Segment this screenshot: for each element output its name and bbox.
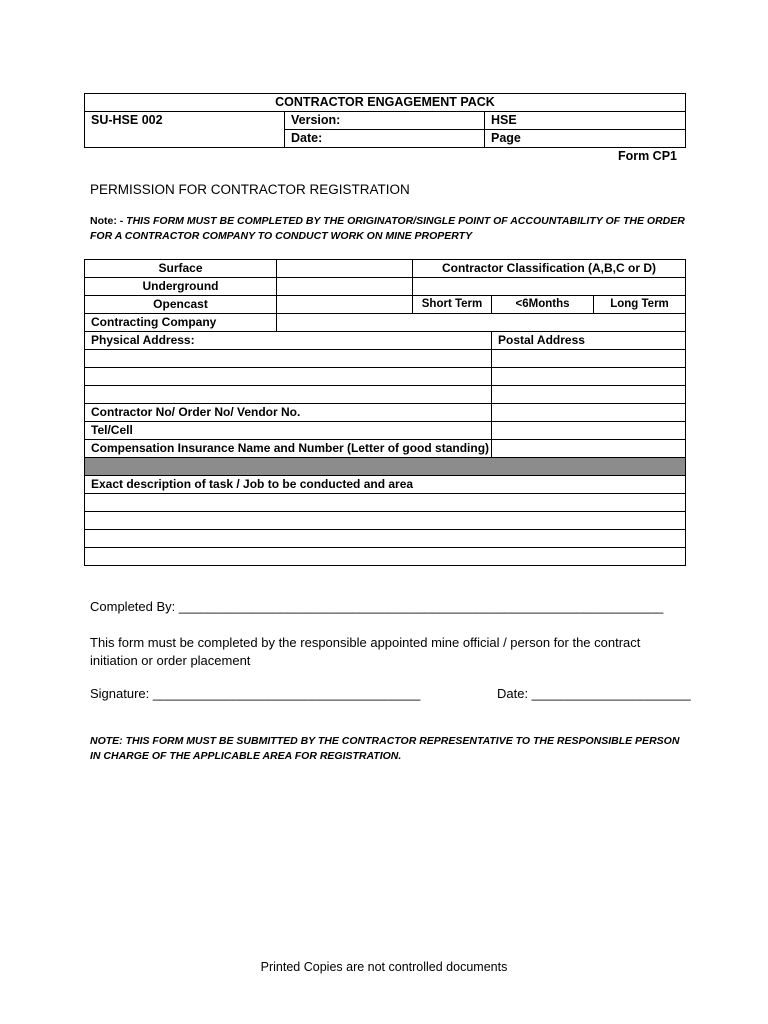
physical-address-field-1[interactable] (85, 350, 492, 368)
postal-address-field-3[interactable] (492, 386, 686, 404)
physical-address-label: Physical Address: (85, 332, 492, 350)
completed-by-line[interactable]: Completed By: ___________________________________________________________________ (90, 599, 664, 614)
opencast-label: Opencast (85, 296, 277, 314)
dept-label: HSE (485, 112, 686, 130)
opencast-field[interactable] (277, 296, 413, 314)
postal-address-field-1[interactable] (492, 350, 686, 368)
task-description-field-3[interactable] (85, 530, 686, 548)
postal-address-label: Postal Address (492, 332, 686, 350)
instruction-text: This form must be completed by the responsible appointed mine official / person for the contract initiation or order placement (90, 635, 641, 668)
contractor-no-field[interactable] (492, 404, 686, 422)
surface-field[interactable] (277, 260, 413, 278)
task-description-field-4[interactable] (85, 548, 686, 566)
classification-field[interactable] (413, 278, 686, 296)
header-table (84, 93, 686, 148)
task-description-field-2[interactable] (85, 512, 686, 530)
short-term-label: Short Term (413, 296, 492, 314)
task-description-field-1[interactable] (85, 494, 686, 512)
date-line[interactable]: Date: ______________________ (497, 686, 691, 701)
header-title: CONTRACTOR ENGAGEMENT PACK (85, 94, 686, 112)
footer-text: Printed Copies are not controlled documents (260, 960, 508, 974)
contractor-no-label: Contractor No/ Order No/ Vendor No. (85, 404, 492, 422)
underground-field[interactable] (277, 278, 413, 296)
version-label: Version: (285, 112, 485, 130)
postal-address-field-2[interactable] (492, 368, 686, 386)
registration-table (84, 259, 686, 566)
date-label: Date: (285, 130, 485, 148)
note-bottom: NOTE: THIS FORM MUST BE SUBMITTED BY THE CONTRACTOR REPRESENTATIVE TO THE RESPONSIBLE PERSON IN CHARGE OF THE APPLICABLE AREA FOR REGISTRATION. (90, 735, 680, 762)
form-code: Form CP1 (617, 149, 677, 163)
classification-label: Contractor Classification (A,B,C or D) (413, 260, 686, 278)
tel-cell-field[interactable] (492, 422, 686, 440)
physical-address-field-3[interactable] (85, 386, 492, 404)
task-description-label: Exact description of task / Job to be conducted and area (85, 476, 686, 494)
page-label: Page (485, 130, 686, 148)
signature-line[interactable]: Signature: _____________________________________ (90, 686, 421, 701)
underground-label: Underground (85, 278, 277, 296)
doc-code: SU-HSE 002 (85, 112, 285, 148)
contracting-company-label: Contracting Company (85, 314, 277, 332)
long-term-label: Long Term (594, 296, 686, 314)
note-top-prefix: Note: - (90, 215, 124, 227)
note-top (90, 214, 690, 244)
note-top-text: THIS FORM MUST BE COMPLETED BY THE ORIGINATOR/SINGLE POINT OF ACCOUNTABILITY OF THE ORDER FOR A CONTRACTOR COMPANY TO CONDUCT WORK ON MINE PROPERTY (90, 215, 685, 242)
surface-label: Surface (85, 260, 277, 278)
page-title: PERMISSION FOR CONTRACTOR REGISTRATION (90, 182, 410, 197)
physical-address-field-2[interactable] (85, 368, 492, 386)
six-months-label: <6Months (492, 296, 594, 314)
contracting-company-field[interactable] (277, 314, 686, 332)
tel-cell-label: Tel/Cell (85, 422, 492, 440)
grey-divider-row (85, 458, 686, 476)
compensation-field[interactable] (492, 440, 686, 458)
compensation-label: Compensation Insurance Name and Number (Letter of good standing) (85, 440, 492, 458)
